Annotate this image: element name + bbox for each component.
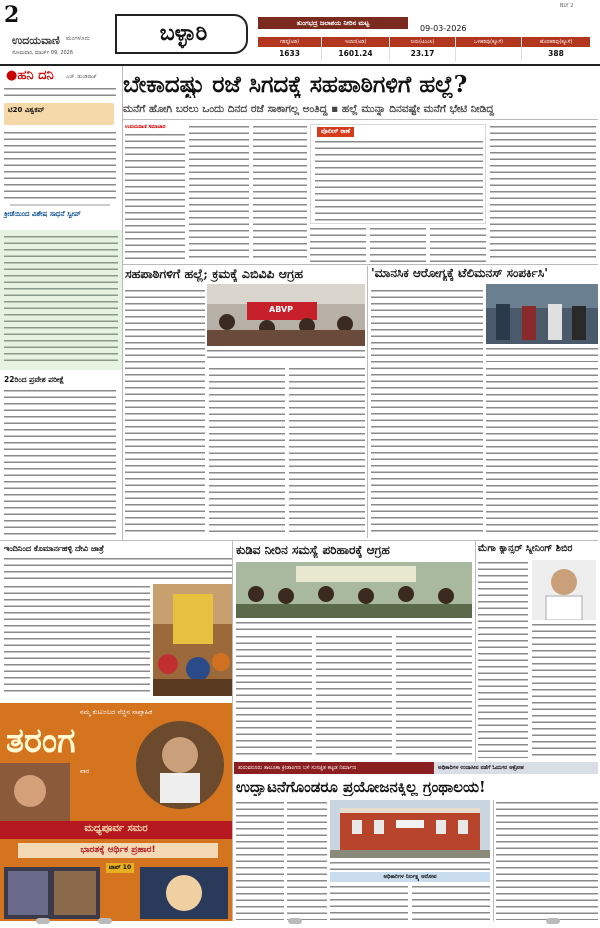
story-6-text-3 bbox=[330, 884, 408, 920]
column-divider bbox=[232, 540, 233, 921]
telemanas-photo bbox=[486, 284, 598, 344]
dam-cell-value: 1601.24 bbox=[338, 49, 373, 58]
photo-caption bbox=[330, 860, 490, 870]
story-5-text bbox=[478, 560, 528, 758]
story-6-head: ಉದ್ಘಾಟನೆಗೊಂಡರೂ ಪ್ರಯೋಜನಕ್ಕಿಲ್ಲ ಗ್ರಂಥಾಲಯ! bbox=[236, 778, 486, 796]
ad-portrait bbox=[130, 715, 230, 815]
story-6-text bbox=[236, 800, 284, 920]
dam-cell-label: ಒಳಹರಿವು(ಕ್ಯೂಸೆ) bbox=[456, 37, 521, 47]
edition-label: ಮಂಗಳೂರು bbox=[66, 35, 90, 42]
story-1-col-2 bbox=[189, 124, 249, 262]
left-story-head: ಕ್ರೀಡೆಯಿಂದ ವಿಶೇಷ ಸಾಧನೆ ಸ್ವೀಪ್ bbox=[4, 210, 81, 218]
water-protest-photo bbox=[236, 562, 472, 618]
story-6-side-text bbox=[496, 800, 598, 920]
divider bbox=[10, 204, 110, 206]
dam-level-title: ತುಂಗಭದ್ರ ಜಲಾಶಯ ನೀರಿನ ಮಟ್ಟ bbox=[258, 17, 408, 29]
story-2-head: ಸಹಪಾಠಿಗಳಿಗೆ ಹಲ್ಲೆ; ಕ್ರಮಕ್ಕೆ ಎಬಿವಿಪಿ ಆಗ್ರಹ bbox=[125, 266, 303, 281]
abvp-banner: ABVP bbox=[269, 305, 294, 314]
story-1-box bbox=[310, 124, 486, 224]
photo-caption bbox=[207, 348, 365, 362]
abvp-protest-photo bbox=[207, 284, 365, 346]
ad-tagline: ನಮ್ಮ ಕುಟುಂಬದ ನೆಚ್ಚಿನ ಸಾಪ್ತಾಹಿಕ bbox=[79, 708, 153, 716]
info-strip bbox=[234, 762, 598, 774]
brand-name: ಉದಯವಾಣಿ bbox=[12, 34, 60, 47]
column-text bbox=[4, 86, 116, 100]
left-story-text bbox=[4, 234, 118, 364]
story-4-text-2 bbox=[316, 634, 392, 758]
column-divider bbox=[493, 800, 494, 921]
photo-caption bbox=[486, 346, 598, 362]
divider bbox=[233, 540, 598, 541]
ad-badge: ಟಾಪ್ 10 bbox=[106, 863, 134, 873]
photo-caption-label: ಅಧಿಕಾರಿಗಳ ನಿರ್ಲಕ್ಷ್ಯ ಆರೋಪ bbox=[330, 872, 490, 882]
dam-cell-label: ಇಂದಿನ(ಅಡಿ) bbox=[322, 37, 389, 47]
story-3-text bbox=[371, 288, 483, 344]
reg-mark bbox=[546, 918, 560, 924]
ad-subtitle: ವಾರ bbox=[80, 768, 90, 775]
column-logo: ●ಹನಿ ದನಿ bbox=[6, 68, 54, 83]
story-1-col-3 bbox=[253, 124, 307, 262]
column-author: ಎಚ್. ಡುಂಡಿರಾಜ್ bbox=[66, 74, 97, 80]
story-1-col-6 bbox=[430, 226, 486, 262]
story-5-text-2 bbox=[532, 622, 596, 758]
ad-bar-text: ಮಧ್ಯಪೂರ್ವ ಸಮರ bbox=[84, 823, 148, 834]
ad-thumbnails-2 bbox=[140, 867, 228, 919]
city-name: ಬಳ್ಳಾರಿ bbox=[159, 20, 208, 46]
reg-mark bbox=[98, 918, 112, 924]
story-5-head: ಮೆಗಾ ಕ್ಯಾನ್ಸರ್ ಸ್ಕ್ರೀನಿಂಗ್ ಶಿಬಿರ bbox=[478, 543, 573, 554]
page-number: 2 bbox=[4, 2, 20, 28]
story-4-head: ಕುಡಿವ ನೀರಿನ ಸಮಸ್ಯೆ ಪರಿಹಾರಕ್ಕೆ ಆಗ್ರಹ bbox=[236, 543, 390, 557]
left-story-box bbox=[0, 230, 122, 370]
dam-level-table bbox=[258, 37, 590, 61]
story-6-text-2 bbox=[287, 800, 327, 920]
strip-right: ಅಧಿಕಾರಿಗಳ ಉದಾಸೀನ ನಡೆಗೆ ಓದುಗರ ಆಕ್ರೋಶ bbox=[438, 765, 524, 771]
dam-cell-label: ನೀರು(ಟಿಎಂಸಿ) bbox=[390, 37, 455, 47]
byline: ಉದಯವಾಣಿ ಸಮಾಚಾರ bbox=[125, 124, 166, 130]
dam-cell-value bbox=[456, 47, 521, 61]
left-bottom-head: ಇಂದಿನಿಂದ ಕೊಮಾರ್ನಹಳ್ಳಿ ದೇವಿ ಜಾತ್ರೆ bbox=[4, 543, 104, 553]
column-logo-text: ಹನಿ ದನಿ bbox=[17, 68, 54, 83]
poem-text bbox=[4, 130, 116, 202]
library-photo bbox=[330, 800, 490, 858]
ad-bar-2-text: ಭಾರತಕ್ಕೆ ಆರ್ಥಿಕ ಪ್ರಹಾರ! bbox=[80, 845, 156, 855]
story-3-text-2 bbox=[371, 346, 483, 536]
column-divider bbox=[475, 540, 476, 762]
water-protest-image bbox=[236, 562, 472, 618]
ad-title: ತರಂಗ bbox=[6, 721, 76, 761]
header-rule bbox=[0, 64, 600, 66]
dam-cell-label: ಹೊರಹರಿವು(ಕ್ಯೂಸೆ) bbox=[522, 37, 590, 47]
divider bbox=[123, 264, 598, 265]
story-2-text-3 bbox=[209, 366, 285, 536]
dam-cell-value: 388 bbox=[548, 49, 564, 58]
reg-mark bbox=[36, 918, 50, 924]
dam-cell bbox=[322, 37, 390, 61]
left-story-2-text bbox=[4, 388, 116, 536]
dam-cell bbox=[522, 37, 590, 61]
left-bottom-text bbox=[4, 556, 232, 582]
story-3-text-3 bbox=[486, 366, 598, 536]
story-3-head: 'ಮಾನಸಿಕ ಆರೋಗ್ಯಕ್ಕೆ ಟೆಲಿಮನಸ್ ಸಂಪರ್ಕಿಸಿ' bbox=[371, 266, 548, 280]
divider bbox=[123, 119, 598, 120]
divider bbox=[0, 540, 232, 541]
box-text bbox=[315, 139, 483, 221]
temple-photo bbox=[153, 584, 232, 696]
dam-cell bbox=[258, 37, 322, 61]
photo-caption bbox=[236, 620, 472, 630]
dam-cell bbox=[456, 37, 522, 61]
city-box bbox=[115, 14, 248, 54]
story-2-text-2 bbox=[125, 346, 205, 536]
main-headline: ಬೇಕಾದಷ್ಟು ರಜೆ ಸಿಗದಕ್ಕೆ ಸಹಪಾಠಿಗಳಿಗೆ ಹಲ್ಲೆ? bbox=[123, 71, 468, 98]
story-4-text-3 bbox=[396, 634, 472, 758]
column-divider bbox=[367, 266, 368, 538]
ad-person-image bbox=[0, 763, 70, 821]
story-1-col-4 bbox=[310, 226, 366, 262]
doctor-portrait bbox=[532, 560, 596, 620]
main-subhead: ಮನೆಗೆ ಹೋಗಿ ಬರಲು ಒಂದು ದಿನದ ರಜೆ ಸಾಕಾಗಲ್ಲ ಅಂತಿದ್ದ ▪ ಹಲ್ಲೆ ಮುನ್ನಾ ದಿನವಷ್ಟೇ ಮನೆಗೆ ಭೇಟಿ ನೀಡಿದ್ದ bbox=[123, 103, 494, 115]
story-4-text bbox=[236, 634, 312, 758]
box-tag: ಪೊಲೀಸ್ ಠಾಣೆ bbox=[317, 127, 354, 137]
left-story-2-head: 22ರಿಂದ ಪ್ರವೇಶ ಪರೀಕ್ಷೆ bbox=[4, 375, 65, 384]
story-6-text-4 bbox=[412, 884, 490, 920]
story-2-text bbox=[125, 288, 205, 344]
dam-cell bbox=[390, 37, 456, 61]
strip-left: ತುರುವನೂರು ತಾಲೂಕಾ ಕ್ರೀಡಾಂಗಣ ಬಳಿ ಸುಸಜ್ಜಿತ ಕಟ್ಟಡ ನಿರ್ಮಾಣ bbox=[234, 762, 434, 774]
temple-image bbox=[153, 584, 232, 696]
dam-cell-label: ಗರಿಷ್ಠ(ಅಡಿ) bbox=[258, 37, 321, 47]
ad-bar bbox=[0, 821, 232, 839]
column-pill-label: ಟಿ20 ವಿಶ್ವಕಪ್ bbox=[8, 106, 45, 114]
page-code: BLY 2 bbox=[560, 3, 574, 9]
story-1-col-1 bbox=[125, 132, 185, 262]
date-line: ಸೋಮವಾರ, ಮಾರ್ಚ್ 09, 2026 bbox=[12, 50, 74, 56]
story-1-col-5 bbox=[370, 226, 426, 262]
column-divider bbox=[122, 66, 123, 541]
story-2-text-4 bbox=[289, 366, 365, 536]
dam-date: 09-03-2026 bbox=[420, 24, 467, 33]
taranga-ad[interactable] bbox=[0, 703, 232, 921]
library-image bbox=[330, 800, 490, 858]
abvp-protest-image bbox=[207, 284, 365, 346]
left-bottom-text-2 bbox=[4, 584, 150, 696]
telemanas-image bbox=[486, 284, 598, 344]
story-1-col-7 bbox=[490, 124, 596, 262]
dam-cell-value: 1633 bbox=[279, 49, 300, 58]
reg-mark bbox=[288, 918, 302, 924]
dam-cell-value: 23.17 bbox=[410, 49, 435, 58]
ad-bar-2 bbox=[18, 843, 218, 858]
ad-thumbnails bbox=[4, 867, 100, 919]
